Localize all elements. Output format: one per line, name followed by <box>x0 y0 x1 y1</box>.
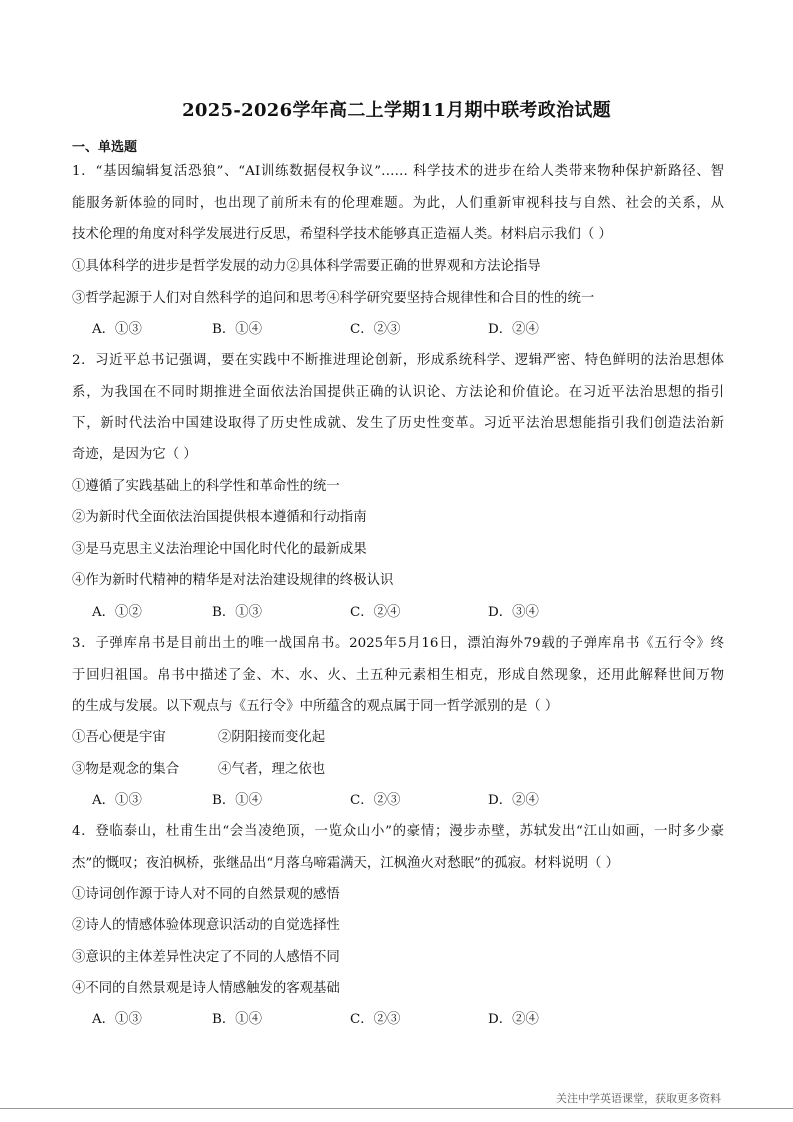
question-text-line: 1．“基因编辑复活恐狼”、“AI训练数据侵权争议”…… 科学技术的进步在给人类带来物种保护新路径、智 <box>72 164 724 179</box>
option-a[interactable]: A．①③ <box>92 322 142 337</box>
question-text-line: 的生成与发展。以下观点与《五行令》中所蕴含的观点属于同一哲学派别的是（ ） <box>72 699 559 714</box>
option-d[interactable]: D．③④ <box>488 605 539 620</box>
question-text-line: 能服务新体验的同时，也出现了前所未有的伦理难题。为此，人们重新审视科技与自然、社会的关系，从 <box>72 196 724 211</box>
option-c[interactable]: C．②③ <box>350 1012 401 1027</box>
option-a[interactable]: A．①③ <box>92 1012 142 1027</box>
statement-line: ③是马克思主义法治理论中国化时代化的最新成果 <box>72 542 367 557</box>
question-text-line: 下，新时代法治中国建设取得了历史性成就、发生了历史性变革。习近平法治思想能指引我们创造法治新 <box>72 416 724 431</box>
statement-line: ③意识的主体差异性决定了不同的人感悟不同 <box>72 950 340 965</box>
option-b[interactable]: B．①③ <box>212 605 263 620</box>
page-title: 2025-2026学年高二上学期11月期中联考政治试题 <box>182 100 611 121</box>
option-c[interactable]: C．②④ <box>350 605 401 620</box>
option-a[interactable]: A．①③ <box>92 793 142 808</box>
statement-item: ④气者，理之依也 <box>218 762 326 777</box>
statement-line: ③哲学起源于人们对自然科学的追问和思考④科学研究要坚持合规律性和合目的性的统一 <box>72 291 595 306</box>
statement-line: ②为新时代全面依法治国提供根本遵循和行动指南 <box>72 510 367 525</box>
question-text-line: 系，为我国在不同时期推进全面依法治国提供正确的认识论、方法论和价值论。在习近平法治思想的指引 <box>72 385 724 400</box>
statement-line: ①诗词创作源于诗人对不同的自然景观的感悟 <box>72 887 340 902</box>
question-text-line: 奇迹，是因为它（ ） <box>72 447 197 462</box>
question-text-line: 于回归祖国。帛书中描述了金、木、水、火、土五种元素相生相克，形成自然现象，还用此解释世间万物 <box>72 668 724 683</box>
statement-item: ②阴阳接而变化起 <box>218 730 326 745</box>
option-b[interactable]: B．①④ <box>212 322 263 337</box>
option-c[interactable]: C．②③ <box>350 793 401 808</box>
statement-line: ②诗人的情感体验体现意识活动的自觉选择性 <box>72 918 340 933</box>
option-b[interactable]: B．①④ <box>212 793 263 808</box>
footer-divider <box>0 1108 793 1109</box>
question-text-line: 2．习近平总书记强调，要在实践中不断推进理论创新，形成系统科学、逻辑严密、特色鲜明的法治思想体 <box>72 353 724 368</box>
statement-item: ③物是观念的集合 <box>72 762 180 777</box>
statement-line: ①遵循了实践基础上的科学性和革命性的统一 <box>72 479 340 494</box>
statement-line: ①具体科学的进步是哲学发展的动力②具体科学需要正确的世界观和方法论指导 <box>72 259 541 274</box>
option-d[interactable]: D．②④ <box>488 793 539 808</box>
section-heading: 一、单选题 <box>72 140 138 155</box>
statement-item: ①吾心便是宇宙 <box>72 730 166 745</box>
option-b[interactable]: B．①④ <box>212 1012 263 1027</box>
statement-line: ④不同的自然景观是诗人情感触发的客观基础 <box>72 981 340 996</box>
option-d[interactable]: D．②④ <box>488 1012 539 1027</box>
question-text-line: 4．登临泰山，杜甫生出“会当凌绝顶，一览众山小”的豪情；漫步赤壁，苏轼发出“江山如画，一时多少豪 <box>72 824 724 839</box>
option-c[interactable]: C．②③ <box>350 322 401 337</box>
option-d[interactable]: D．②④ <box>488 322 539 337</box>
footer-note: 关注中学英语课堂，获取更多资料 <box>556 1092 721 1105</box>
question-text-line: 杰”的慨叹；夜泊枫桥，张继品出“月落乌啼霜满天，江枫渔火对愁眠”的孤寂。材料说明（ ） <box>72 856 620 871</box>
option-a[interactable]: A．①② <box>92 605 142 620</box>
question-text-line: 技术伦理的角度对科学发展进行反思，希望科学技术能够真正造福人类。材料启示我们（ ） <box>72 227 612 242</box>
statement-line: ④作为新时代精神的精华是对法治建设规律的终极认识 <box>72 573 394 588</box>
question-text-line: 3．子弹库帛书是目前出土的唯一战国帛书。2025年5月16日，漂泊海外79载的子弹库帛书《五行令》终 <box>72 636 724 651</box>
